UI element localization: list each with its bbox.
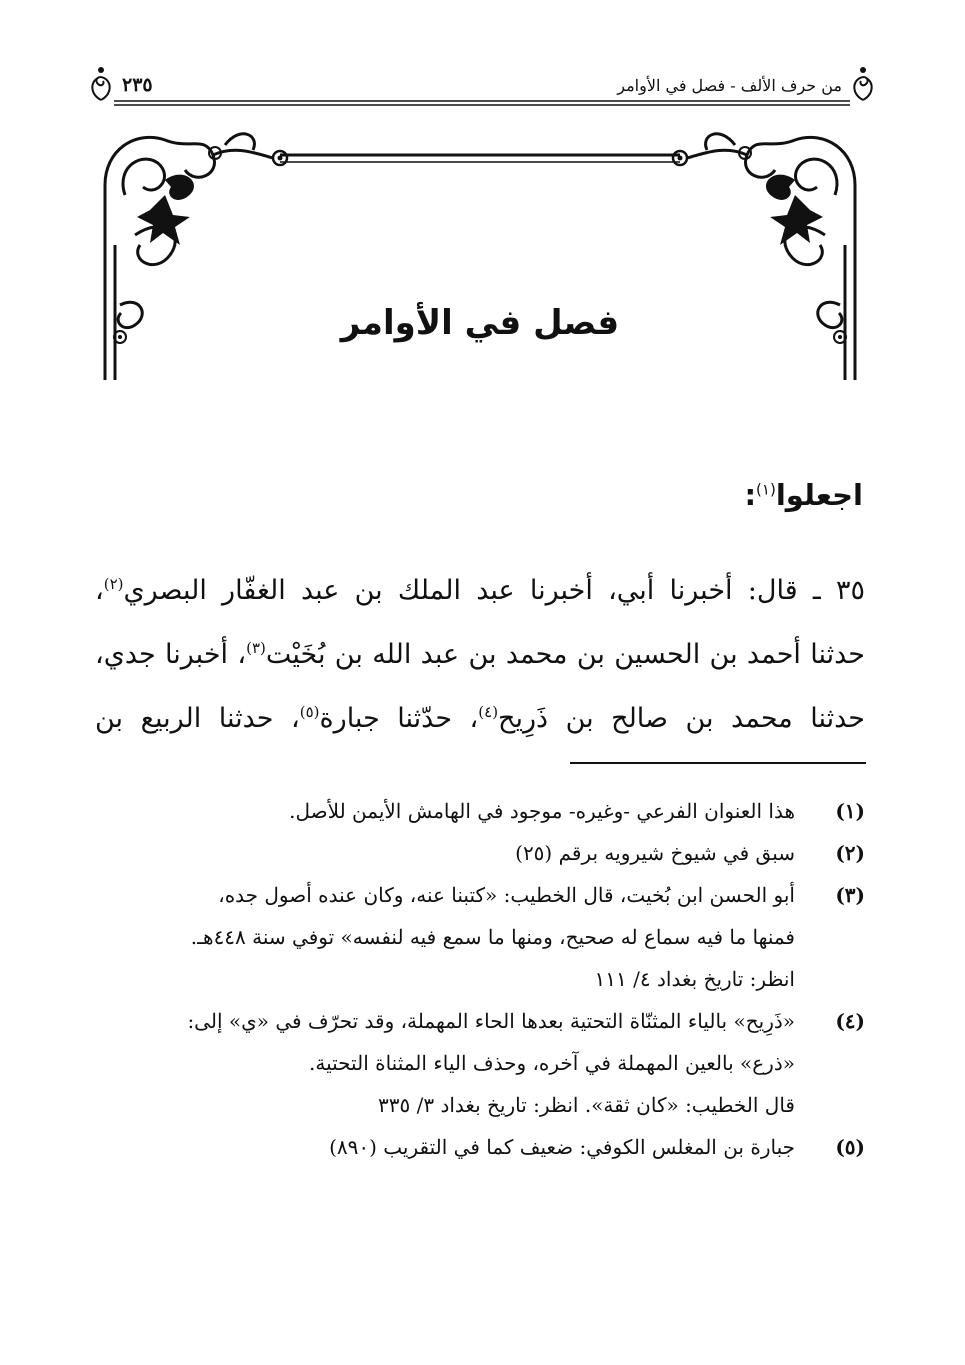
footnote-1 — [95, 790, 865, 832]
header-ornament-left-icon — [86, 64, 116, 102]
body-text-segment: حدثنا أحمد بن الحسين بن محمد بن عبد الله بن بُخَيْت — [265, 639, 865, 670]
body-text-segment: ٣٥ ـ قال: أخبرنا أبي، أخبرنا عبد الملك بن عبد الغفّار البصري — [123, 575, 865, 606]
body-line-1 — [95, 552, 865, 616]
footnote-4 — [95, 1000, 865, 1126]
footnote-number: (٤) — [835, 1009, 865, 1033]
footnote-line: انظر: تاريخ بغداد ٤/ ١١١ — [594, 967, 795, 991]
footnote-ref[interactable]: (٤) — [478, 703, 499, 721]
footnote-number: (١) — [835, 799, 865, 823]
section-heading-colon: : — [744, 478, 757, 512]
body-text-segment: ، حدّثنا جبارة — [319, 703, 479, 734]
body-text — [95, 552, 865, 744]
running-header — [92, 62, 872, 106]
footnotes — [95, 790, 865, 1168]
footnote-line: هذا العنوان الفرعي -وغيره- موجود في الهامش الأيمن للأصل. — [289, 799, 795, 823]
footnote-line: «ذَرِيح» بالياء المثنّاة التحتية بعدها الحاء المهملة، وقد تحرّف في «ي» إلى: — [187, 1009, 795, 1033]
footnote-ref[interactable]: (٥) — [299, 703, 320, 721]
footnote-ref[interactable]: (٣) — [246, 639, 266, 657]
body-text-segment: ، حدثنا الربيع بن — [95, 703, 300, 734]
running-header-title: من حرف الألف - فصل في الأوامر — [617, 76, 842, 95]
section-heading-text: اجعلوا — [775, 478, 863, 512]
footnote-2 — [95, 832, 865, 874]
chapter-title: فصل في الأوامر — [340, 303, 620, 343]
body-line-2 — [95, 616, 865, 680]
footnote-ref[interactable]: (٢) — [103, 575, 124, 593]
footnote-number: (٣) — [835, 883, 865, 907]
footnote-ref[interactable]: (١) — [756, 480, 776, 499]
footnote-number: (٢) — [835, 841, 865, 865]
body-text-segment: ، — [95, 575, 104, 606]
body-text-segment: ، أخبرنا جدي، — [95, 639, 247, 670]
footnote-separator — [570, 762, 866, 764]
header-ornament-right-icon — [848, 64, 878, 102]
frame-ornament-icon — [95, 125, 865, 390]
body-line-3 — [95, 680, 865, 744]
header-rule — [114, 100, 850, 106]
body-text-segment: حدثنا محمد بن صالح بن ذَرِيح — [498, 703, 865, 734]
section-heading — [744, 478, 863, 512]
footnote-line: أبو الحسن ابن بُخيت، قال الخطيب: «كتبنا عنه، وكان عنده أصول جده، — [218, 883, 795, 907]
footnote-line: جبارة بن المغلس الكوفي: ضعيف كما في التقريب (٨٩٠) — [329, 1135, 795, 1159]
footnote-line: «ذرع» بالعين المهملة في آخره، وحذف الياء المثناة التحتية. — [309, 1051, 795, 1075]
footnote-number: (٥) — [835, 1135, 865, 1159]
chapter-title-frame — [95, 125, 865, 390]
footnote-3 — [95, 874, 865, 1000]
footnote-line: فمنها ما فيه سماع له صحيح، ومنها ما سمع فيه لنفسه» توفي سنة ٤٤٨هـ. — [190, 925, 795, 949]
footnote-line: قال الخطيب: «كان ثقة». انظر: تاريخ بغداد ٣/ ٣٣٥ — [378, 1093, 795, 1117]
page-number: ٢٣٥ — [122, 74, 153, 96]
footnote-line: سبق في شيوخ شيرويه برقم (٢٥) — [515, 841, 795, 865]
footnote-5 — [95, 1126, 865, 1168]
